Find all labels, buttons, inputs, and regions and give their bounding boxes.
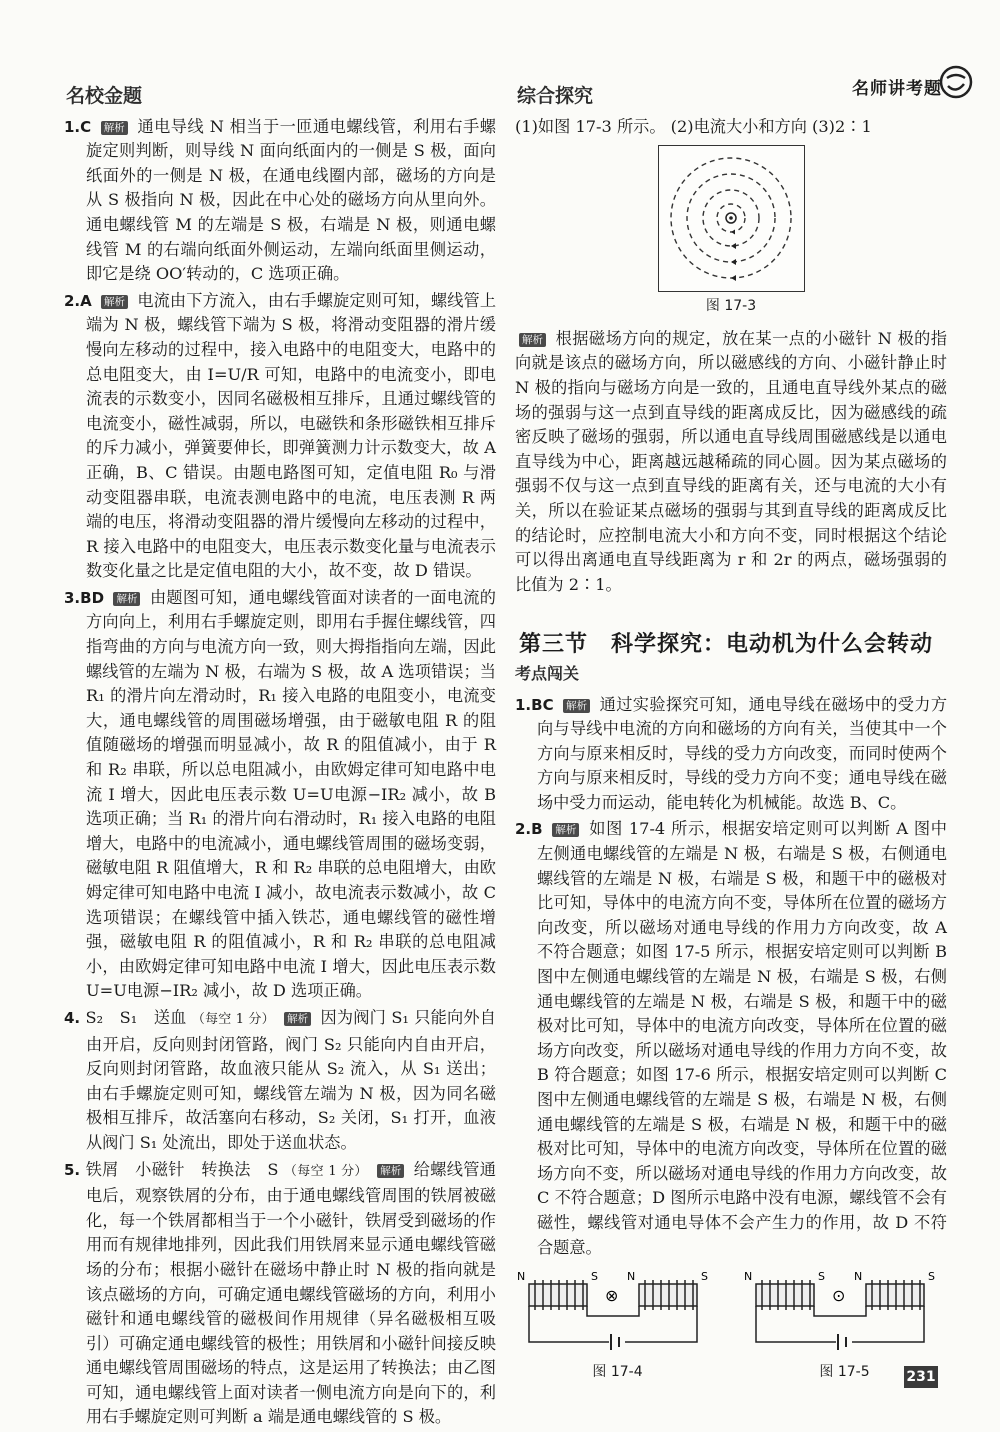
question-item-1: [64, 115, 496, 287]
question-item-3: [64, 586, 496, 1004]
question-item-r1: [515, 693, 947, 816]
pole-label: S: [928, 1270, 935, 1284]
page-number: 231: [904, 1366, 938, 1388]
pole-label: N: [744, 1270, 753, 1284]
analysis-text: 由题图可知，通电螺线管面对读者的一面电流的方向向上，利用右手螺旋定则，即用右手握住螺线管，四指弯曲的方向与电流方向一致，则大拇指指向左端，因此螺线管的左端为 N 极，右端为 S 极，故 A 选项错误；当 R₁ 的滑片向左滑动时，R₁ 接入电路的电阻变小，电流变大，通电螺线管的周围磁场增强，由于磁敏电阻 R 的阻值随磁场的增强而明显减小，故 R 的阻值减小，由于 R 和 R₂ 串联，所以总电阻减小，由欧姆定律可知电路中电流 I 增大，因此电压表示数 U=U电源−IR₂ 减小，故 B 选项正确；当 R₁ 的滑片向右滑动时，R₁ 接入电路的电阻增大，电路中的电流减小，通电螺线管周围的磁场变弱，磁敏电阻 R 阻值增大，R 和 R₂ 串联的总电阻增大，由欧姆定律可知电路中电流 I 减小，故电流表示数减小，故 C 选项错误；在螺线管中插入铁芯，通电螺线管的磁性增强，磁敏电阻 R 的阻值减小，R 和 R₂ 串联的总电阻减小，由欧姆定律可知电路中电流 I 增大，因此电压表示数 U=U电源−IR₂ 减小，故 D 选项正确。: [86, 587, 496, 1001]
analysis-text: 电流由下方流入，由右手螺旋定则可知，螺线管上端为 N 极，螺线管下端为 S 极，将滑动变阻器的滑片缓慢向左移动的过程中，接入电路中的电阻变大，电路中的总电阻变大，由 I=U/R 可知，电路中的电流变小，即电流表的示数变小，因同名磁极相互排斥，且通过螺线管的电流变小，磁性减弱，所以，电磁铁和条形磁铁相互排斥的斥力减小，弹簧要伸长，即弹簧测力计示数变大，故 A 正确，B、C 错误。由题电路图可知，定值电阻 R₀ 与滑动变阻器串联，电流表测电路中的电流，电压表测 R 两端的电压，将滑动变阻器的滑片缓慢向左移动的过程中，R 接入电路中的电阻变大，电压表示数变化量与电流表示数变化量之比是定值电阻的大小，故不变，故 D 错误。: [86, 290, 497, 581]
question-item-5: [64, 1158, 496, 1431]
solenoid-circuit-diagram: [742, 1266, 947, 1358]
pole-label: N: [517, 1270, 526, 1284]
analysis-text: 根据磁场方向的规定，放在某一点的小磁针 N 极的指向就是该点的磁场方向，所以磁感线的方向、小磁针静止时 N 极的指向与磁场方向是一致的，且通电直导线外某点的磁场的强弱与这一点到直导线的距离成反比，因为磁感线的疏密反映了磁场的强弱，所以通电直导线周围磁感线是以通电直导线为中心，距离越远越稀疏的同心圆。因为某点磁场的强弱不仅与这一点到直导线的距离有关，还与电流的大小有关，所以在验证某点磁场的强弱与其到直导线的距离成反比的结论时，应控制电流大小和方向不变，同时根据这个结论可以得出离通电直导线距离为 r 和 2r 的两点，磁场强弱的比值为 2∶1。: [515, 328, 947, 594]
answer-line: (1)如图 17-3 所示。 (2)电流大小和方向 (3)2∶1: [515, 116, 872, 136]
question-item-4: [64, 1006, 496, 1156]
analysis-tag: 解析: [563, 699, 590, 713]
brand-title: 名师讲考题: [852, 79, 942, 99]
answer-number: 2.A: [64, 291, 92, 310]
figure-caption: 图 17-3: [705, 298, 757, 315]
answer-number: 1.C: [64, 117, 92, 136]
analysis-tag: 解析: [101, 121, 128, 135]
analysis-text: 通电导线 N 相当于一匝通电螺线管，利用右手螺旋定则判断，则导线 N 面向纸面内的一侧是 S 极，面向纸面外的一侧是 N 极，在通电线圈内部，磁场的方向是从 S 极指向 N 极，因此在中心处的磁场方向从里向外。通电螺线管 M 的左端是 S 极，右端是 N 极，则通电螺线管 M 的右端向纸面外侧运动，左端向纸面里侧运动，即它是绕 OO′转动的，C 选项正确。: [86, 116, 496, 284]
answer-text: S₂ S₁ 送血: [85, 1007, 187, 1027]
concentric-field-lines-diagram: [659, 146, 804, 291]
analysis-text: 给螺线管通电后，观察铁屑的分布，由于通电螺线管周围的铁屑被磁化，每一个铁屑都相当于一个小磁针，铁屑受到磁场的作用而有规律地排列，因此我们用铁屑来显示通电螺线管磁场的分布；根据小磁针在磁场中静止时 N 极的指向就是该点磁场的方向，可确定通电螺线管磁场的方向，利用小磁针和通电螺线管的磁极间作用规律（异名磁极相互吸引）可确定通电螺线管的极性；用铁屑和小磁针间接反映通电螺线管周围磁场的特点，这是运用了转换法；由乙图可知，通电螺线管上面对读者一侧电流方向是向下的，利用右手螺旋定则可判断 a 端是通电螺线管的 S 极。: [86, 1159, 496, 1427]
answer-number: 5.: [64, 1160, 81, 1179]
section-title-mingxiao: 名校金题: [66, 85, 143, 107]
analysis-tag: 解析: [101, 295, 128, 309]
pole-label: S: [591, 1270, 598, 1284]
answer-number: 2.B: [515, 820, 543, 839]
chapter-title: 第三节 科学探究：电动机为什么会转动: [519, 632, 934, 658]
figure-caption: 图 17-5: [819, 1364, 870, 1381]
question-item-2: [64, 289, 496, 584]
answer-text: 铁屑 小磁针 转换法 S: [85, 1159, 279, 1179]
analysis-tag: 解析: [284, 1012, 311, 1026]
left-column: [64, 84, 496, 1432]
solenoid-circuit-diagram: [515, 1266, 720, 1358]
figure-caption: 图 17-4: [592, 1364, 643, 1381]
pole-label: S: [818, 1270, 825, 1284]
analysis-tag: 解析: [552, 823, 579, 837]
answer-number: 3.BD: [64, 588, 105, 607]
answer-number: 4.: [64, 1008, 81, 1027]
score-note: （每空 1 分）: [283, 1163, 368, 1179]
answer-number: 1.BC: [515, 695, 554, 714]
pole-label: N: [854, 1270, 863, 1284]
circuit-figures: [515, 1266, 947, 1393]
sub-title: 考点闯关: [515, 663, 580, 683]
analysis-text: 因为阀门 S₁ 只能向外自由开启，反向则封闭管路，阀门 S₂ 只能向内自由开启，反向则封闭管路，故血液只能从 S₂ 流入，从 S₁ 送出；由右手螺旋定则可知，螺线管左端为 N 极，因为同名磁极相互排斥，故活塞向右移动，S₂ 关闭，S₁ 打开，血液从阀门 S₁ 处流出，即处于送血状态。: [86, 1007, 496, 1152]
analysis-text: 通过实验探究可知，通电导线在磁场中的受力方向与导线中电流的方向和磁场的方向有关，当使其中一个方向与原来相反时，导线的受力方向改变，而同时使两个方向与原来相反时，导线的受力方向不变；通电导线在磁场中受力而运动，能电转化为机械能。故选 B、C。: [537, 694, 948, 812]
figure-17-4: [515, 1266, 720, 1393]
analysis-text: 如图 17-4 所示，根据安培定则可以判断 A 图中左侧通电螺线管的左端是 N 极，右端是 S 极，右侧通电螺线管的左端是 N 极，右端是 S 极，和题干中的磁极对比可知，导体中的电流方向不变，导体所在位置的磁场方向改变，所以磁场对通电导线的作用力方向改变，故 A 不符合题意；如图 17-5 所示，根据安培定则可以判断 B 图中左侧通电螺线管的左端是 N 极，右端是 S 极，右侧通电螺线管的左端是 N 极，右端是 S 极，和题干中的磁极对比可知，导体中的电流方向改变，导体所在位置的磁场方向改变，所以磁场对通电导线的作用力方向不变，故 B 符合题意；如图 17-6 所示，根据安培定则可以判断 C 图中左侧通电螺线管的左端是 S 极，右端是 N 极，右侧通电螺线管的左端是 S 极，右端是 N 极，和题干中的磁极对比可知，导体中的电流方向改变，导体所在位置的磁场方向不变，所以磁场对通电导线的作用力方向改变，故 C 不符合题意；D 图所示电路中没有电源，螺线管不会有磁性，螺线管对通电导体不会产生力的作用，故 D 不符合题意。: [537, 819, 947, 1257]
score-note: （每空 1 分）: [191, 1011, 275, 1027]
analysis-tag: 解析: [519, 333, 546, 347]
pole-label: N: [627, 1270, 636, 1284]
analysis-tag: 解析: [113, 592, 140, 606]
section-title-zonghe: 综合探究: [517, 85, 594, 107]
figure-17-3: [658, 145, 805, 292]
pole-label: S: [701, 1270, 708, 1284]
current-out-of-page-symbol: ⊙: [832, 1286, 846, 1306]
analysis-paragraph: [515, 327, 947, 598]
right-column: [515, 84, 947, 1393]
analysis-tag: 解析: [377, 1164, 404, 1178]
current-into-page-symbol: ⊗: [605, 1286, 619, 1306]
question-item-r2: [515, 817, 947, 1260]
